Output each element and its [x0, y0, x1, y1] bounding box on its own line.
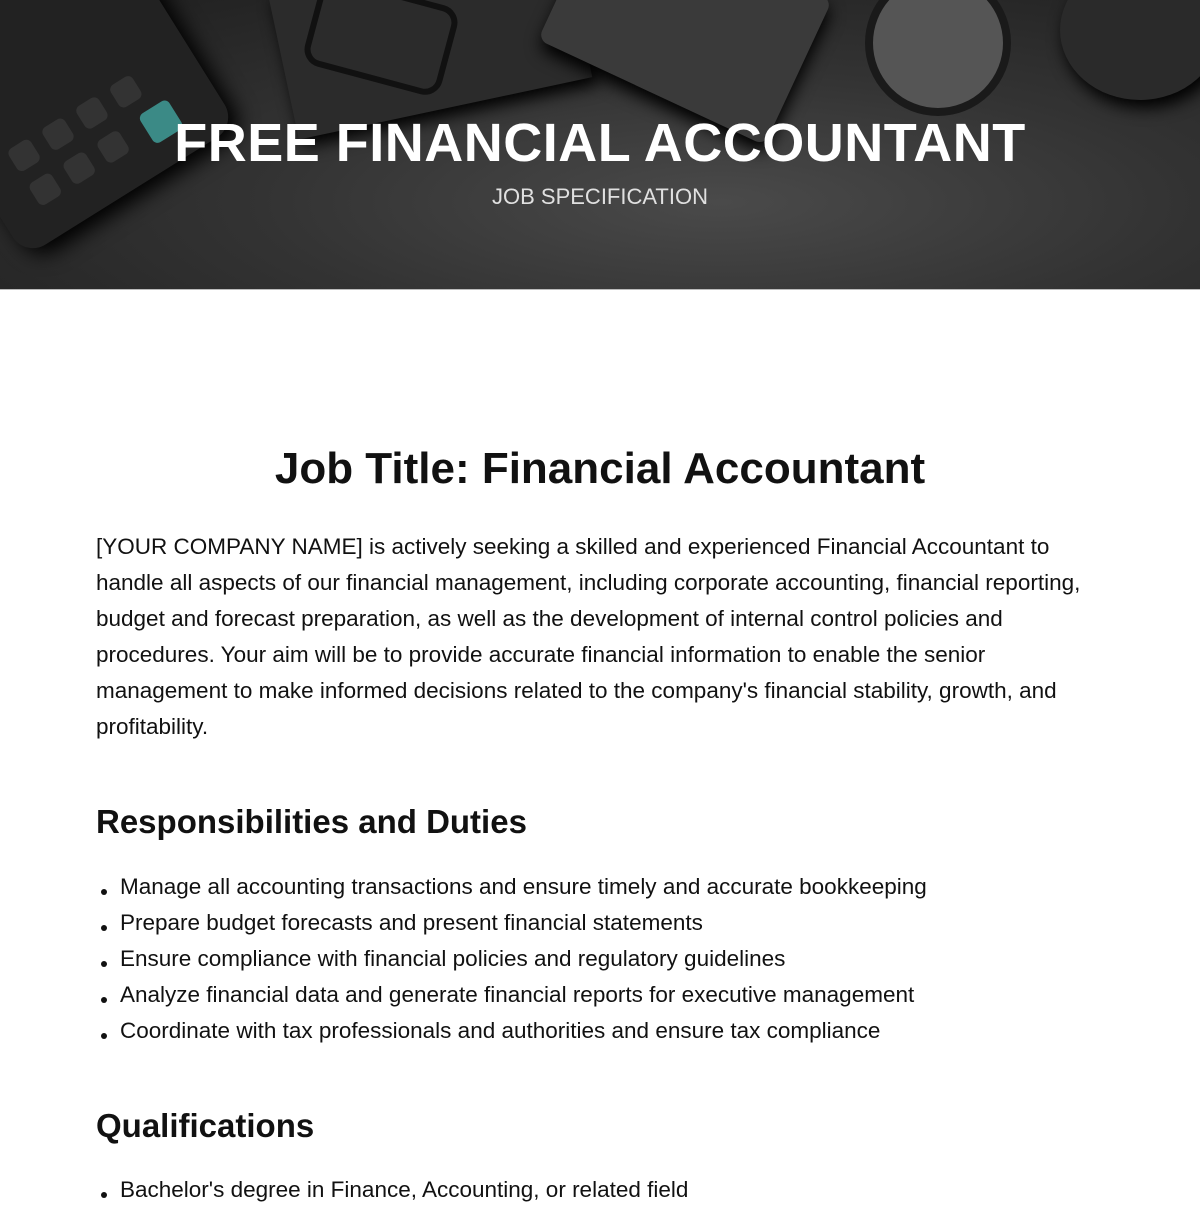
responsibilities-heading: Responsibilities and Duties [96, 803, 527, 840]
responsibilities-list [96, 869, 927, 1049]
mouse-image [1060, 0, 1200, 100]
bullet-icon [101, 889, 107, 895]
banner-subtitle: JOB SPECIFICATION [492, 184, 708, 209]
banner-title: FREE FINANCIAL ACCOUNTANT [174, 113, 1026, 173]
job-title: Job Title: Financial Accountant [274, 444, 926, 493]
list-item: Manage all accounting transactions and ensure timely and accurate bookkeeping [96, 869, 927, 905]
bullet-icon [101, 1192, 107, 1198]
bullet-icon [101, 961, 107, 967]
bullet-icon [101, 925, 107, 931]
intro-paragraph: [YOUR COMPANY NAME] is actively seeking a skilled and experienced Financial Accountant to handle all aspects of our financial management, including corporate accounting, financial reporting, budget and forecast preparation, as well as the development of internal control policies and procedures. Your aim will be to provide accurate financial information to enable the senior management to make informed decisions related to the company's financial stability, growth, and profitability. [96, 534, 1081, 739]
list-item: Analyze financial data and generate financial reports for executive management [96, 977, 927, 1013]
list-item: Prepare budget forecasts and present financial statements [96, 905, 927, 941]
qualifications-heading: Qualifications [96, 1107, 315, 1144]
qualifications-list [96, 1172, 688, 1208]
coffee-cup-image [865, 0, 1011, 116]
header-banner [0, 0, 1200, 290]
bullet-icon [101, 1033, 107, 1039]
list-item: Coordinate with tax professionals and authorities and ensure tax compliance [96, 1013, 927, 1049]
bullet-icon [101, 997, 107, 1003]
list-item: Bachelor's degree in Finance, Accounting, or related field [96, 1172, 688, 1208]
list-item: Ensure compliance with financial policies and regulatory guidelines [96, 941, 927, 977]
